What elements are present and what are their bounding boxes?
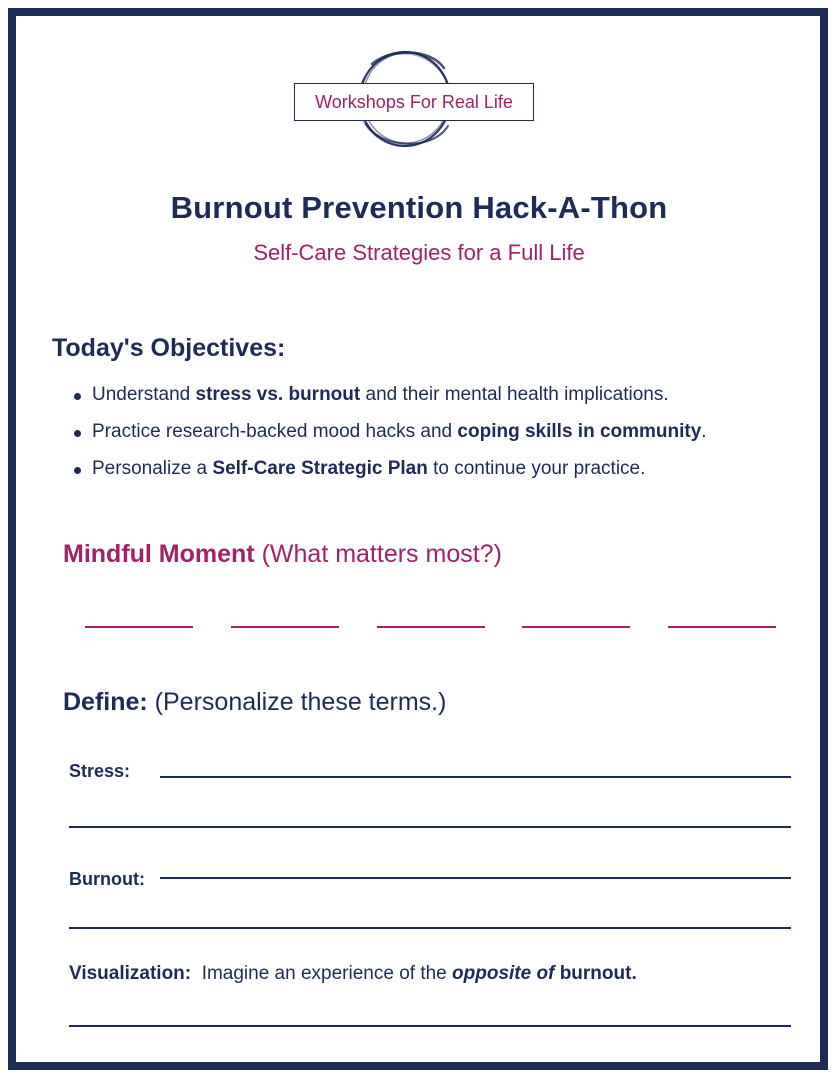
objective-text: to continue your practice.	[427, 458, 646, 479]
stress-answer-line-1[interactable]	[160, 776, 791, 778]
burnout-answer-line-2[interactable]	[69, 927, 791, 929]
visualization-prompt	[69, 963, 637, 985]
objective-item	[74, 417, 707, 454]
bullet-icon	[74, 430, 81, 437]
define-prompt: (Personalize these terms.)	[147, 688, 447, 716]
objectives-list	[74, 380, 707, 491]
stress-label: Stress:	[69, 761, 131, 781]
define-heading	[63, 688, 446, 717]
burnout-label: Burnout:	[69, 869, 145, 889]
mindful-blank-5[interactable]	[668, 626, 776, 628]
objective-text: Understand	[92, 384, 196, 405]
objectives-heading: Today's Objectives:	[52, 334, 286, 362]
mindful-moment-prompt: (What matters most?)	[254, 540, 502, 568]
objective-emphasis: coping skills in community	[457, 421, 702, 442]
visualization-end: burnout.	[554, 963, 637, 984]
objective-item	[74, 454, 707, 491]
logo-text: Workshops For Real Life	[315, 91, 513, 112]
objective-emphasis: Self-Care Strategic Plan	[212, 458, 428, 479]
mindful-blank-4[interactable]	[522, 626, 630, 628]
mindful-moment-heading	[63, 540, 502, 569]
objective-text: .	[701, 421, 707, 442]
bullet-icon	[74, 467, 81, 474]
objective-item	[74, 380, 707, 417]
visualization-answer-line[interactable]	[69, 1025, 791, 1027]
mindful-moment-label: Mindful Moment	[63, 540, 255, 568]
page-border	[8, 8, 828, 1070]
stress-answer-line-2[interactable]	[69, 826, 791, 828]
visualization-text: Imagine an experience of the	[201, 963, 453, 984]
logo-badge	[294, 83, 534, 121]
objective-text: Practice research-backed mood hacks and	[92, 421, 458, 442]
objective-text: and their mental health implications.	[360, 384, 669, 405]
burnout-answer-line-1[interactable]	[160, 877, 791, 879]
visualization-emphasis: opposite of	[452, 963, 555, 984]
mindful-blank-1[interactable]	[85, 626, 193, 628]
mindful-blank-3[interactable]	[377, 626, 485, 628]
objective-text: Personalize a	[92, 458, 213, 479]
bullet-icon	[74, 393, 81, 400]
page-subtitle: Self-Care Strategies for a Full Life	[253, 240, 585, 265]
page-title: Burnout Prevention Hack-A-Thon	[170, 190, 668, 225]
objective-emphasis: stress vs. burnout	[195, 384, 361, 405]
mindful-blank-2[interactable]	[231, 626, 339, 628]
visualization-label: Visualization:	[69, 963, 192, 984]
define-label: Define:	[63, 688, 148, 716]
